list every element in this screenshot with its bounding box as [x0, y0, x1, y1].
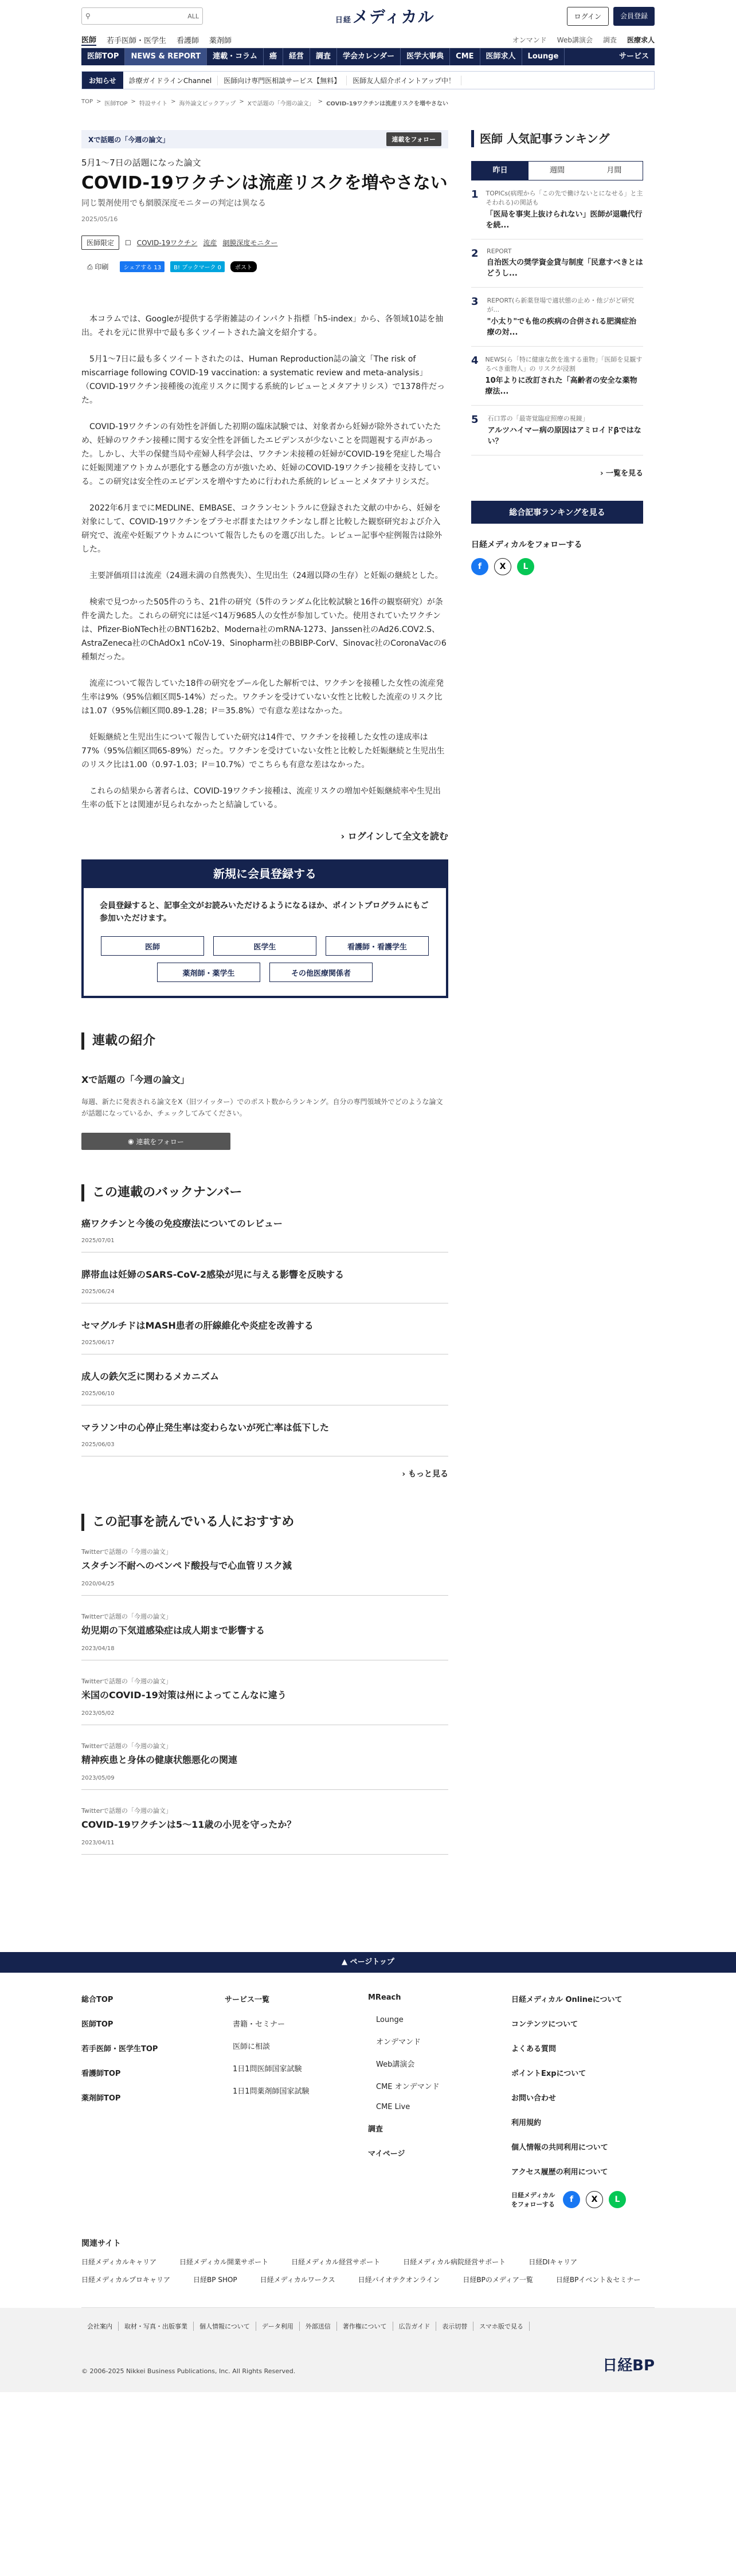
- facebook-icon[interactable]: f: [471, 558, 488, 575]
- crumb[interactable]: 特設サイト: [139, 101, 168, 107]
- rec-date: 2023/05/02: [81, 1710, 115, 1717]
- article-body: [81, 312, 448, 812]
- rank-title: 自治医大の奨学資金貸与制度「民意すべきとはどうし...: [487, 258, 643, 278]
- backnumber-heading: この連載のバックナンバー: [81, 1184, 448, 1201]
- register-title: 新規に会員登録する: [84, 862, 446, 888]
- bn-date: 2025/06/24: [81, 1289, 115, 1295]
- nav2-service[interactable]: サービス: [618, 52, 649, 61]
- notice-item[interactable]: 診療ガイドラインChannel: [123, 76, 218, 85]
- bn-date: 2025/06/17: [81, 1340, 115, 1346]
- rec-title: 幼児期の下気道感染症は成人期まで影響する: [81, 1625, 265, 1636]
- rec-title: 精神疾患と身体の健康状態悪化の関連: [81, 1754, 238, 1765]
- footer-link[interactable]: コンテンツについて: [511, 2020, 578, 2029]
- footer-follow-label: 日経メディカルをフォローする: [511, 2192, 555, 2208]
- nav2-8[interactable]: CME: [450, 48, 480, 65]
- crumb[interactable]: Xで話題の「今週の論文」: [247, 101, 315, 107]
- ranking-item[interactable]: [471, 288, 643, 347]
- sidebar-follow-label: 日経メディカルをフォローする: [471, 540, 582, 549]
- backnumber-item[interactable]: [81, 1267, 448, 1303]
- paragraph: 5月1〜7日に最も多くツイートされたのは、Human Reproduction誌の論文「The risk of miscarriage following COVID-19 vaccination: a systematic review and meta-analysis」（COVID-19ワクチン接種後の流産リスクに関する系統的レビューとメタアナリシス）で1378件だった。: [81, 355, 445, 405]
- login-read-more-link[interactable]: › ログインして全文を読む: [340, 831, 448, 842]
- paragraph: 主要評価項目は流産（24週未満の自然喪失）、生児出生（24週以降の生存）と妊娠の継続とした。: [89, 571, 443, 580]
- audience-nav: [81, 32, 655, 48]
- nav-nurse[interactable]: 看護師: [177, 37, 199, 45]
- more-label: もっと見る: [408, 1470, 448, 1479]
- share-row: [81, 261, 448, 272]
- nav-web[interactable]: Web講演会: [557, 36, 593, 44]
- related-link[interactable]: 日経BPのメディア一覧: [463, 2276, 533, 2284]
- ranking-tabs: [471, 161, 643, 180]
- footer-link[interactable]: 日経メディカル Onlineについて: [511, 1996, 623, 2004]
- footer-bottom-link[interactable]: 個人情報について: [194, 2322, 256, 2331]
- nav-young[interactable]: 若手医師・医学生: [107, 37, 167, 45]
- paragraph: COVID-19ワクチンの有効性を評価した初期の臨床試験では、対象者から妊婦が除外されていたため、妊婦のワクチン接種に関する安全性を評価したエビデンスが少ないことを問題視する声があった。しかし、大半の保健当局や産婦人科学会は、ワクチン未接種の妊婦がCOVID-19を発症した場合に妊娠関連アウトカムが悪化する懸念の方が強いため、妊婦のCOVID-19ワクチン接種を支持している。この研究は安全性のエビデンスを増やすために行われた系統的レビューとメタアナリシスだ。: [81, 422, 441, 486]
- tag-icon: ☐: [125, 238, 131, 247]
- series-intro-heading: 連載の紹介: [81, 1032, 448, 1050]
- footer-bottom-link[interactable]: 会社案内: [81, 2322, 119, 2331]
- breadcrumb: TOP > 医師TOP > 特設サイト > 海外論文ピックアップ > Xで話題の「今週の論文」 > COVID-19ワクチンは流産リスクを増やさない: [81, 99, 448, 107]
- related-link[interactable]: 日経バイオテクオンライン: [358, 2276, 440, 2284]
- site-logo[interactable]: [335, 5, 434, 28]
- related-link[interactable]: 日経メディカル開業サポート: [179, 2258, 269, 2266]
- footer-link[interactable]: サービス一覧: [225, 1996, 270, 2004]
- related-link[interactable]: 日経メディカル病院経営サポート: [403, 2258, 506, 2266]
- rec-title: COVID-19ワクチンは5〜11歳の小児を守ったか？: [81, 1819, 296, 1830]
- page-top-button[interactable]: ▲ ページトップ: [0, 1952, 736, 1973]
- rec-date: 2020/04/25: [81, 1581, 115, 1587]
- rec-title: 米国のCOVID-19対策は州によってこんなに違う: [81, 1690, 287, 1701]
- rec-title: スタチン不耐へのベンペド酸投与で心血管リスク減: [81, 1560, 292, 1571]
- rank-number: 5: [471, 414, 479, 426]
- nav2-4[interactable]: 経営: [283, 48, 310, 65]
- search-box[interactable]: [81, 7, 203, 25]
- crumb[interactable]: TOP: [81, 99, 93, 105]
- backnumber-item[interactable]: [81, 1420, 448, 1456]
- ranking-heading: 医師 人気記事ランキング: [471, 130, 643, 147]
- footer-bottom-link[interactable]: 広告ガイド: [393, 2322, 437, 2331]
- series-intro-desc: 毎週、新たに発表される論文をX（旧ツイッター）でのポスト数からランキング。自分の専門領域外でどのような論文が話題になっているか、チェックしてみてください。: [81, 1098, 443, 1117]
- ranking-item[interactable]: [471, 347, 643, 406]
- more-label: 一覧を見る: [605, 469, 643, 478]
- related-link[interactable]: 日経メディカルキャリア: [81, 2258, 157, 2266]
- nav-jobs[interactable]: 医療求人: [627, 36, 655, 44]
- rank-kicker: REPORT(ら新薬登場で適状態の止め・他ジがど研究が...: [487, 297, 635, 313]
- rank-number: 1: [471, 189, 479, 201]
- rec-date: 2023/05/09: [81, 1775, 115, 1781]
- facebook-share-button[interactable]: シェアする 13: [120, 261, 165, 272]
- pagetop-label: ページトップ: [350, 1958, 394, 1966]
- search-scope-select[interactable]: ALL: [187, 12, 199, 20]
- rank-kicker: NEWS(ら「特に健康な飲を進する重物」「医師を見観するべき重物人」の リスクが浸割: [485, 356, 643, 372]
- footer-link[interactable]: 薬剤師TOP: [81, 2094, 121, 2103]
- logo-prefix: 日経: [335, 16, 351, 25]
- nav2-10[interactable]: Lounge: [522, 48, 565, 65]
- nav2-5[interactable]: 調査: [310, 48, 337, 65]
- nav-survey[interactable]: 調査: [602, 36, 617, 44]
- footer-link[interactable]: 個人情報の共同利用について: [511, 2143, 608, 2152]
- footer-sublink[interactable]: 医師に相談: [233, 2043, 271, 2051]
- crumb[interactable]: 医師TOP: [104, 101, 128, 107]
- tag-link[interactable]: COVID-19ワクチン: [136, 239, 198, 247]
- footer-link[interactable]: マイページ: [368, 2150, 405, 2158]
- register-button[interactable]: 会員登録: [613, 7, 655, 26]
- backnumber-more-link[interactable]: › もっと見る: [402, 1470, 448, 1479]
- series-bar: [81, 130, 448, 148]
- rec-kicker: Twitterで話題の「今週の論文」: [81, 1678, 172, 1685]
- recommend-item[interactable]: [81, 1806, 448, 1855]
- footer-sublink[interactable]: 書籍・セミナー: [233, 2020, 285, 2029]
- members-only-badge: 医師限定: [81, 235, 119, 250]
- bn-title: 成人の鉄欠乏に関わるメカニズム: [81, 1371, 220, 1382]
- footer-sublink[interactable]: CME Live: [376, 2103, 410, 2111]
- nav2-0[interactable]: 医師TOP: [81, 48, 125, 65]
- rank-title: 「医局を事実上抜けられない」医師が退職代行を続...: [486, 210, 643, 230]
- bn-title: セマグルチドはMASH患者の肝線維化や炎症を改善する: [81, 1320, 314, 1331]
- article-column: [81, 130, 448, 1855]
- main-nav: [81, 48, 655, 65]
- related-links: [81, 2257, 655, 2308]
- bn-date: 2025/07/01: [81, 1238, 115, 1244]
- footer-link[interactable]: 医師TOP: [81, 2020, 113, 2029]
- footer-link[interactable]: 若手医師・医学生TOP: [81, 2045, 158, 2053]
- crumb-current: COVID-19ワクチンは流産リスクを増やさない: [326, 101, 448, 107]
- nav2-6[interactable]: 学会カレンダー: [337, 48, 401, 65]
- sidebar: [471, 130, 643, 1855]
- rank-number: 3: [471, 296, 479, 308]
- backnumber-item[interactable]: [81, 1216, 448, 1252]
- ranking-item[interactable]: [471, 180, 643, 239]
- series-follow-button-2[interactable]: ◉ 連載をフォロー: [81, 1133, 230, 1150]
- paragraph: 本コラムでは、Googleが提供する学術雑誌のインパクト指標「h5-index」から、各領域10誌を抽出。それを元に世界中で最も多くツイートされた論文を紹介する。: [81, 315, 444, 337]
- rec-date: 2023/04/18: [81, 1646, 115, 1652]
- print-button[interactable]: ⎙ 印刷: [87, 263, 109, 271]
- related-link[interactable]: 日経BP SHOP: [193, 2276, 237, 2284]
- bn-date: 2025/06/10: [81, 1391, 115, 1397]
- footer-link[interactable]: 利用規約: [511, 2119, 542, 2127]
- notice-label: お知らせ: [82, 72, 123, 89]
- register-other-button[interactable]: その他医療関係者: [269, 963, 373, 982]
- rec-date: 2023/04/11: [81, 1840, 115, 1846]
- recommend-item[interactable]: [81, 1612, 448, 1660]
- related-heading: 関連サイト: [81, 2239, 122, 2248]
- footer-link[interactable]: MReach: [368, 1993, 401, 2002]
- rank-title: "小太り"でも他の疾病の合併される肥満症治療の対...: [487, 317, 637, 337]
- related-link[interactable]: 日経メディカル経営サポート: [291, 2258, 381, 2266]
- tab-weekly[interactable]: 週間: [549, 166, 565, 175]
- rec-kicker: Twitterで話題の「今週の論文」: [81, 1548, 172, 1556]
- footer-sublink[interactable]: 1日1問医師国家試験: [233, 2065, 302, 2074]
- tag-row: [81, 235, 448, 250]
- article-kicker: 5月1〜7日の話題になった論文: [81, 158, 201, 168]
- footer-bottom-link[interactable]: 外部送信: [300, 2322, 337, 2331]
- footer-link[interactable]: 調査: [368, 2125, 383, 2134]
- top-header: [81, 0, 655, 32]
- footer-bottom-link[interactable]: データ利用: [256, 2322, 300, 2331]
- footer-bottom-link[interactable]: スマホ版で見る: [473, 2322, 530, 2331]
- register-box: [81, 859, 448, 998]
- series-title[interactable]: Xで話題の「今週の論文」: [88, 135, 170, 144]
- tag-link[interactable]: 流産: [203, 239, 217, 247]
- paragraph: 2022年6月までにMEDLINE、EMBASE、コクランセントラルに登録された文献の中から、妊婦を対象にして、COVID-19ワクチンをプラセボ群またはワクチンなし群と比較した観察研究および介入研究で、流産や妊娠アウトカムについて報告したものを選び出した。レビュー記事や症例報告は除外した。: [81, 504, 443, 554]
- backnumber-item[interactable]: [81, 1318, 448, 1354]
- hatena-bookmark-button[interactable]: B! ブックマーク 0: [170, 261, 225, 272]
- nav2-7[interactable]: 医学大事典: [401, 48, 450, 65]
- footer-link[interactable]: 総合TOP: [81, 1996, 113, 2004]
- footer-link[interactable]: よくある質問: [511, 2045, 557, 2053]
- rec-kicker: Twitterで話題の「今週の論文」: [81, 1742, 172, 1750]
- facebook-icon[interactable]: f: [563, 2191, 580, 2208]
- footer-sublink[interactable]: Lounge: [376, 2016, 404, 2024]
- notice-item[interactable]: 医師向け専門医相談サービス【無料】: [218, 76, 347, 85]
- backnumber-item[interactable]: [81, 1369, 448, 1405]
- print-label: 印刷: [95, 263, 109, 271]
- register-doctor-button[interactable]: 医師: [101, 936, 204, 956]
- recommend-item[interactable]: [81, 1547, 448, 1596]
- footer-bottom-link[interactable]: 表示切替: [436, 2322, 473, 2331]
- nikkei-bp-logo[interactable]: 日経BP: [602, 2357, 655, 2374]
- footer-sitemap: [81, 1973, 655, 2222]
- bn-title: 癌ワクチンと今後の免疫療法についてのレビュー: [81, 1218, 283, 1229]
- nav-pharm[interactable]: 薬剤師: [209, 37, 232, 45]
- x-icon[interactable]: X: [586, 2191, 603, 2208]
- logo-text: メディカル: [352, 7, 434, 26]
- footer-bottom-link[interactable]: 取材・写真・出版事業: [119, 2322, 194, 2331]
- article-title: COVID-19ワクチンは流産リスクを増やさない: [81, 173, 448, 193]
- footer-link[interactable]: 看護師TOP: [81, 2070, 121, 2078]
- footer-sublink[interactable]: CME オンデマンド: [376, 2083, 440, 2091]
- footer-link[interactable]: お問い合わせ: [511, 2094, 557, 2103]
- rank-title: アルツハイマー病の原因はアミロイドβではない？: [487, 426, 641, 446]
- ranking-more-link[interactable]: › 一覧を見る: [600, 469, 643, 478]
- rank-kicker: TOPICs(病理から「この先で働けないとになせる」と主そわれる)の関話も: [486, 190, 643, 206]
- line-icon[interactable]: L: [517, 558, 534, 575]
- footer-link[interactable]: ポイントExpについて: [511, 2070, 586, 2078]
- tab-yesterday[interactable]: 昨日: [472, 162, 528, 180]
- article-date: 2025/05/16: [81, 215, 118, 223]
- register-student-button[interactable]: 医学生: [213, 936, 316, 956]
- paragraph: 妊娠継続と生児出生について報告していた研究は14件で、ワクチンを接種した女性の達成率は77%（95%信頼区間65-89%）だった。ワクチンを受けていない女性と比較した妊娠継続と生児出生のリスク比は1.00（0.97-1.03；I²＝10.7%）でこちらも有意な差はなかった。: [81, 733, 445, 769]
- rec-kicker: Twitterで話題の「今週の論文」: [81, 1613, 172, 1620]
- ranking-item[interactable]: [471, 406, 643, 455]
- nav-ondemand[interactable]: オンマンド: [512, 36, 547, 44]
- footer-sublink[interactable]: Web講演会: [376, 2060, 415, 2069]
- rec-kicker: Twitterで話題の「今週の論文」: [81, 1807, 172, 1815]
- nav-doctor[interactable]: 医師: [81, 34, 96, 46]
- ranking-item[interactable]: [471, 239, 643, 288]
- nav2-3[interactable]: 癌: [264, 48, 283, 65]
- footer-sublink[interactable]: オンデマンド: [376, 2038, 421, 2047]
- related-link[interactable]: 日経メディカルワークス: [260, 2276, 335, 2284]
- rank-kicker: 石口雰の「最寄覚臨症照療の視鏡」: [487, 415, 589, 422]
- more-label: ログインして全文を読む: [347, 831, 448, 842]
- rank-number: 4: [471, 355, 479, 367]
- rank-title: 10年よりに改訂された「高齢者の安全な薬物療法...: [485, 376, 637, 396]
- footer-bottom: [0, 2308, 736, 2392]
- rank-number: 2: [471, 248, 479, 260]
- login-button[interactable]: ログイン: [567, 7, 609, 26]
- crumb[interactable]: 海外論文ピックアップ: [179, 101, 236, 107]
- paragraph: これらの結果から著者らは、COVID-19ワクチン接種は、流産リスクの増加や妊娠継続率や生児出生率の低下とは関連が見られなかったと結論している。: [81, 787, 441, 810]
- tab-monthly[interactable]: 月間: [606, 166, 622, 175]
- line-icon[interactable]: L: [609, 2191, 626, 2208]
- bn-title: マラソン中の心停止発生率は変わらないが死亡率は低下した: [81, 1422, 330, 1433]
- register-nurse-button[interactable]: 看護師・看護学生: [326, 936, 429, 956]
- paragraph: 検索で見つかった505件のうち、21件の研究（5件のランダム化比較試験と16件の観察研究）が条件を満たした。これらの研究には延べ14万9685人の女性が参加していた。使用されていたワクチンは、Pfizer-BioNTech社のBNT162b2、Moderna社のmRNA-1273、Janssen社のAd26.COV2.S、AstraZeneca社のChAdOx1 nCoV-19、Sinopharm社のBBIBP-CorV、Sinovac社のCoronaVacの6種類だった。: [81, 598, 447, 662]
- x-post-button[interactable]: ポスト: [230, 261, 257, 272]
- tag-link[interactable]: 網膜深度モニター: [222, 239, 278, 247]
- bn-date: 2025/06/03: [81, 1442, 115, 1448]
- register-desc: 会員登録すると、記事全文がお読みいただけるようになるほか、ポイントプログラムにもご参加いただけます。: [100, 901, 429, 923]
- series-follow-button[interactable]: 連載をフォロー: [386, 132, 441, 146]
- recommend-item[interactable]: [81, 1676, 448, 1725]
- overall-ranking-button[interactable]: 総合記事ランキングを見る: [471, 501, 643, 524]
- notice-item[interactable]: 医師友人紹介ポイントアップ中！: [347, 76, 461, 85]
- article-subtitle: 同じ製剤使用でも網膜深度モニターの判定は異なる: [81, 199, 266, 208]
- follow-label: 連載をフォロー: [136, 1137, 184, 1146]
- register-pharm-button[interactable]: 薬剤師・薬学生: [157, 963, 260, 982]
- paragraph: 流産について報告していた18件の研究をプール化した解析では、ワクチンを接種した女性の流産発生率は9%（95%信頼区間5-14%）だった。ワクチンを受けていない女性と比較した流産のリスク比は1.07（95%信頼区間0.89-1.28；I²＝35.8%）で有意な差はなかった。: [81, 679, 444, 716]
- nav2-1[interactable]: NEWS & REPORT: [125, 48, 207, 65]
- recommend-item[interactable]: [81, 1741, 448, 1790]
- notice-bar: [81, 71, 655, 89]
- series-intro-name[interactable]: Xで話題の「今週の論文」: [81, 1074, 190, 1085]
- footer-link[interactable]: アクセス履歴の利用について: [511, 2168, 608, 2177]
- x-icon[interactable]: X: [494, 558, 511, 575]
- rank-kicker: REPORT: [487, 248, 512, 255]
- related-link[interactable]: 日経DIキャリア: [528, 2258, 577, 2266]
- related-link[interactable]: 日経メディカルプロキャリア: [81, 2276, 171, 2284]
- nav2-2[interactable]: 連載・コラム: [207, 48, 264, 65]
- footer-bottom-link[interactable]: 著作権について: [337, 2322, 393, 2331]
- related-link[interactable]: 日経BPイベント＆セミナー: [555, 2276, 641, 2284]
- recommend-heading: この記事を読んでいる人におすすめ: [81, 1514, 448, 1531]
- copyright: © 2006-2025 Nikkei Business Publications, Inc. All Rights Reserved.: [81, 2367, 296, 2375]
- search-icon: ⚲: [85, 12, 91, 20]
- footer-sublink[interactable]: 1日1問薬剤師国家試験: [233, 2087, 310, 2096]
- nav2-9[interactable]: 医師求人: [480, 48, 522, 65]
- bn-title: 膵帯血は妊婦のSARS-CoV-2感染が児に与える影響を反映する: [81, 1269, 344, 1280]
